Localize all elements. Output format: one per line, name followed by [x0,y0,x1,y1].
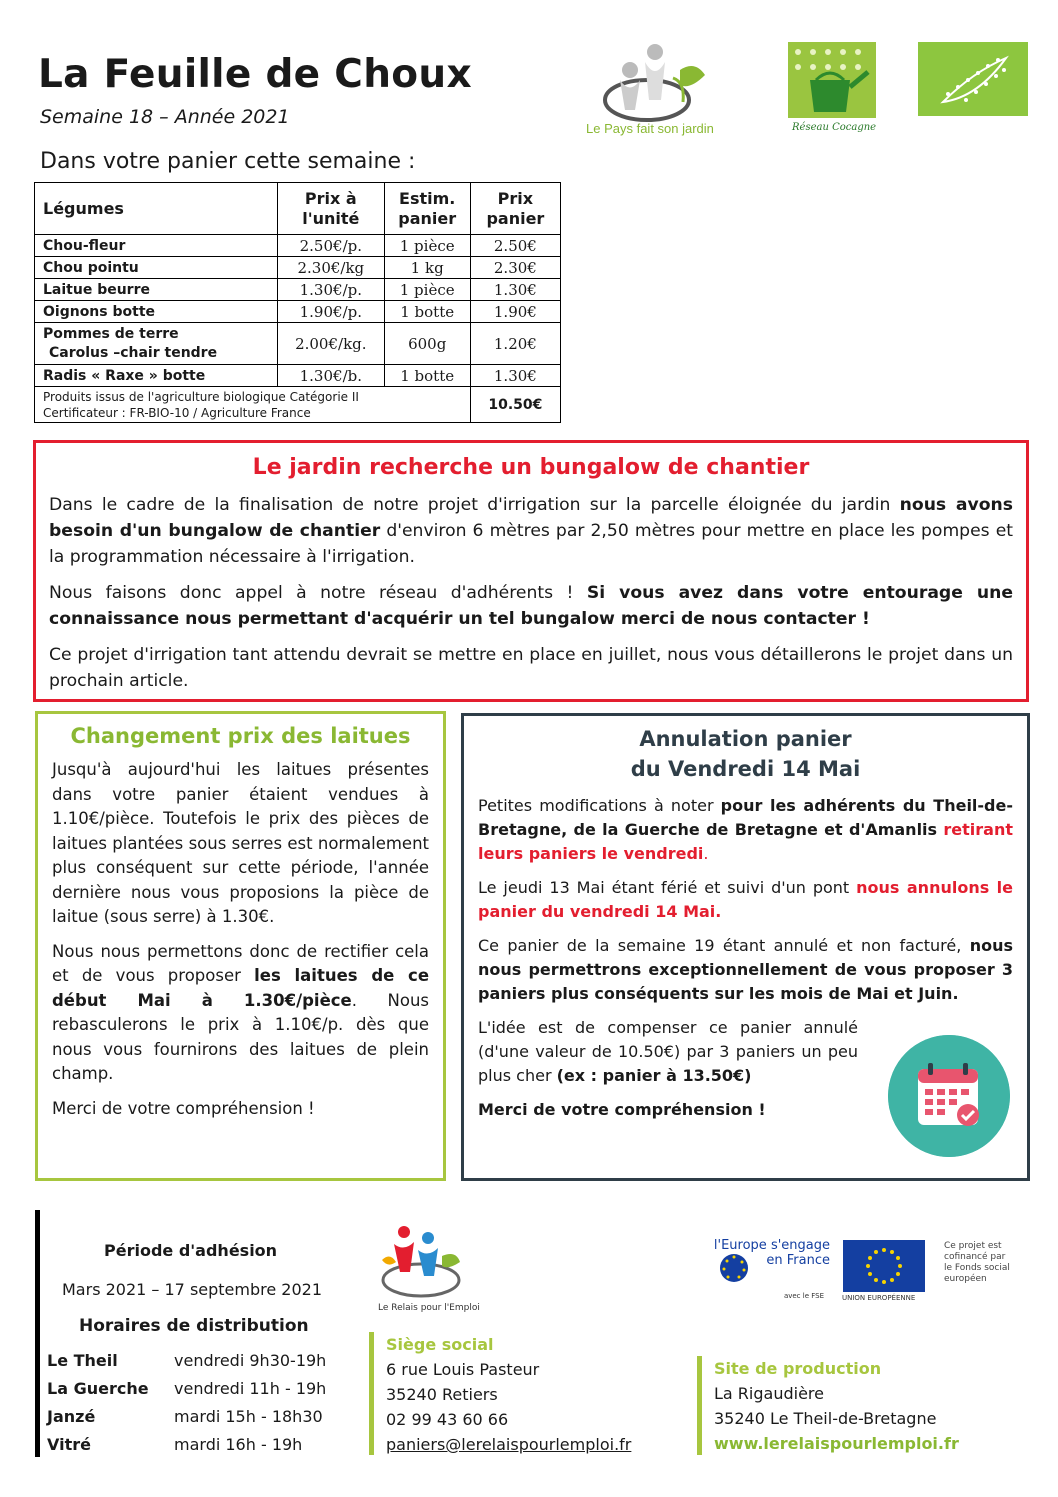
table-row [35,301,561,323]
fse-cofinance-text: Ce projet est cofinancé par le Fonds social européen [944,1241,1010,1284]
basket-heading: Dans votre panier cette semaine : [40,149,416,174]
laitues-title: Changement prix des laitues [70,724,411,748]
text-span: Le jeudi 13 Mai étant férié et suivi d'un pont [478,878,857,897]
organic-certification [35,387,471,423]
text-span: Dans le cadre de la finalisation de notre projet d'irrigation sur la parcelle éloignée du jardin [49,495,900,515]
bold-span: (ex : panier à 13.50€) [556,1066,752,1085]
vegetable-name-line1: Pommes de terre [43,325,179,342]
site-divider [697,1356,702,1455]
bold-span: Merci de votre compréhension ! [478,1100,766,1119]
bungalow-paragraph-2 [49,580,1013,632]
website-link[interactable]: www.lerelaispourlemploi.fr [714,1434,959,1453]
bold-span: nous nous permettrons exceptionnellement de vous proposer 3 paniers plus conséquents sur les mois de Mai et Juin. [478,936,1013,1003]
newsletter-title: La Feuille de Choux [38,52,472,97]
bold-span: Si vous avez dans votre entourage une connaissance nous permettant d'acquérir un tel bungalow merci de nous contacter ! [49,583,1013,629]
europe-fse-sub: avec le FSE [783,1292,824,1300]
vegetable-name: Laitue beurre [35,279,278,301]
red-bold-span: nous annulons le panier du vendredi 14 Mai. [478,878,1013,921]
vegetable-table [34,182,561,423]
schedule-time: mardi 16h - 19h [174,1435,303,1454]
annulation-paragraph-2 [478,876,1013,924]
eu-organic-logo [918,42,1028,116]
col-header-estimate: Estim. panier [384,183,470,235]
unit-price: 1.30€/b. [278,365,385,387]
certification-line1: Produits issus de l'agriculture biologique Catégorie II [43,389,359,404]
annulation-title [478,724,1013,784]
unit-price: 1.90€/p. [278,301,385,323]
estimate: 1 pièce [384,235,470,257]
laitues-paragraph-2 [52,940,429,1087]
siege-address-2: 35240 Retiers [386,1385,498,1404]
bungalow-paragraph-1 [49,492,1013,570]
text-span: L'idée est de compenser ce panier annulé (d'une valeur de 10.50€) par 3 paniers un peu plus cher [478,1018,858,1085]
estimate: 1 kg [384,257,470,279]
siege-address-1: 6 rue Louis Pasteur [386,1360,540,1379]
table-row [35,235,561,257]
estimate: 1 botte [384,301,470,323]
siege-email-link[interactable]: paniers@lerelaispourlemploi.fr [386,1435,632,1454]
laitues-paragraph-1: Jusqu'à aujourd'hui les laitues présentes dans votre panier étaient vendues à 1.10€/pièce. Toutefois le prix des pièces de laitues plantées sous serres est normalement plus conséquent sur cette période, l'année dernière nous vous proposions la pièce de laitue (sous serre) à 1.30€. [52,760,429,926]
basket-price: 1.30€ [470,279,560,301]
site-address-1: La Rigaudière [714,1384,824,1403]
pays-jardin-caption: Le Pays fait son jardin [586,121,714,136]
schedule-time: mardi 15h - 18h30 [174,1407,323,1426]
schedule-time: vendredi 11h - 19h [174,1379,327,1398]
schedule-row [47,1407,323,1426]
annulation-paragraph-3 [478,934,1013,1006]
vegetable-name: Chou pointu [35,257,278,279]
schedule-town: Le Theil [47,1351,118,1370]
basket-price: 1.90€ [470,301,560,323]
vegetable-name [35,323,278,365]
text-span: Nous faisons donc appel à notre réseau d'adhérents ! [49,583,587,603]
unit-price: 2.50€/p. [278,235,385,257]
table-row [35,365,561,387]
vegetable-name: Radis « Raxe » botte [35,365,278,387]
reseau-cocagne-logo [788,42,876,130]
text-span: d'environ 6 mètres par 2,50 mètres pour mettre en place les pompes et la programmation nécessaire à l'irrigation. [49,521,1014,567]
schedule-town: La Guerche [47,1379,149,1398]
reseau-cocagne-caption: Réseau Cocagne [792,122,877,133]
schedule-town: Vitré [47,1435,91,1454]
eu-caption: UNION EUROPÉENNE [842,1294,916,1302]
basket-price: 2.50€ [470,235,560,257]
text-span: Ce panier de la semaine 19 étant annulé et non facturé, [478,936,970,955]
siege-phone: 02 99 43 60 66 [386,1410,509,1429]
schedule-row [47,1435,302,1454]
adhesion-title: Période d'adhésion [104,1241,278,1260]
col-header-unit-price: Prix à l'unité [278,183,385,235]
col-header-basket-price: Prix panier [470,183,560,235]
unit-price: 2.30€/kg [278,257,385,279]
schedule-row [47,1351,326,1370]
schedule-row [47,1379,326,1398]
table-row [35,257,561,279]
schedule-time: vendredi 9h30-19h [174,1351,327,1370]
table-footer-row [35,387,561,423]
estimate: 600g [384,323,470,365]
laitues-section [35,711,446,1181]
horaires-title: Horaires de distribution [79,1316,309,1336]
table-row [35,323,561,365]
relais-emploi-caption: Le Relais pour l'Emploi [378,1303,480,1313]
relais-emploi-logo [376,1222,466,1302]
adhesion-dates: Mars 2021 – 17 septembre 2021 [62,1280,323,1299]
week-subtitle: Semaine 18 – Année 2021 [40,106,290,128]
estimate: 1 pièce [384,279,470,301]
siege-title: Siège social [386,1335,494,1354]
europe-fse-text: l'Europe s'engage en France [713,1238,830,1268]
basket-price: 1.30€ [470,365,560,387]
bold-span: pour les adhérents du Theil-de-Bretagne, de la Guerche de Bretagne et d'Amanlis [478,796,1013,839]
annulation-paragraph-4 [478,1016,858,1088]
estimate: 1 botte [384,365,470,387]
bungalow-paragraph-3: Ce projet d'irrigation tant attendu devrait se mettre en place en juillet, nous vous détaillerons le projet dans un prochain article. [49,645,1013,691]
vegetable-name: Chou-fleur [35,235,278,257]
eu-flag-icon [843,1240,925,1292]
site-address-2: 35240 Le Theil-de-Bretagne [714,1409,937,1428]
basket-price: 2.30€ [470,257,560,279]
text-span: . Nous rebasculerons le prix à 1.10€/p. dès que nous vous fournirons des laitues de plein champ. [52,990,430,1083]
annulation-title-line1: Annulation panier [639,727,852,751]
bold-span: nous avons besoin d'un bungalow de chantier [49,495,1013,541]
vegetable-name-line2: Carolus –chair tendre [49,344,218,361]
red-bold-span: retirant leurs paniers le vendredi [478,820,1013,863]
unit-price: 2.00€/kg. [278,323,385,365]
basket-price: 1.20€ [470,323,560,365]
siege-divider [369,1332,374,1455]
laitues-paragraph-3: Merci de votre compréhension ! [52,1098,315,1118]
annulation-title-line2: du Vendredi 14 Mai [630,757,861,781]
bold-span: les laitues de ce début Mai à 1.30€/pièce [52,966,430,1010]
bungalow-section [33,440,1029,702]
certification-line2: Certificateur : FR-BIO-10 / Agriculture France [43,405,311,420]
site-title: Site de production [714,1359,882,1378]
schedule-town: Janzé [47,1407,96,1426]
table-row [35,279,561,301]
footer-divider [35,1210,40,1457]
col-header-vegetables: Légumes [35,183,278,235]
text-span: Nous nous permettons donc de rectifier cela et de vous proposer [52,941,429,985]
annulation-paragraph-1 [478,794,1013,866]
table-header-row [35,183,561,235]
calendar-icon [888,1035,1010,1157]
unit-price: 1.30€/p. [278,279,385,301]
bungalow-title: Le jardin recherche un bungalow de chantier [252,455,810,480]
text-span: . [703,844,709,863]
basket-total: 10.50€ [470,387,560,423]
text-span: Petites modifications à noter [478,796,721,815]
vegetable-name: Oignons botte [35,301,278,323]
europe-fse-logo [706,1238,830,1302]
